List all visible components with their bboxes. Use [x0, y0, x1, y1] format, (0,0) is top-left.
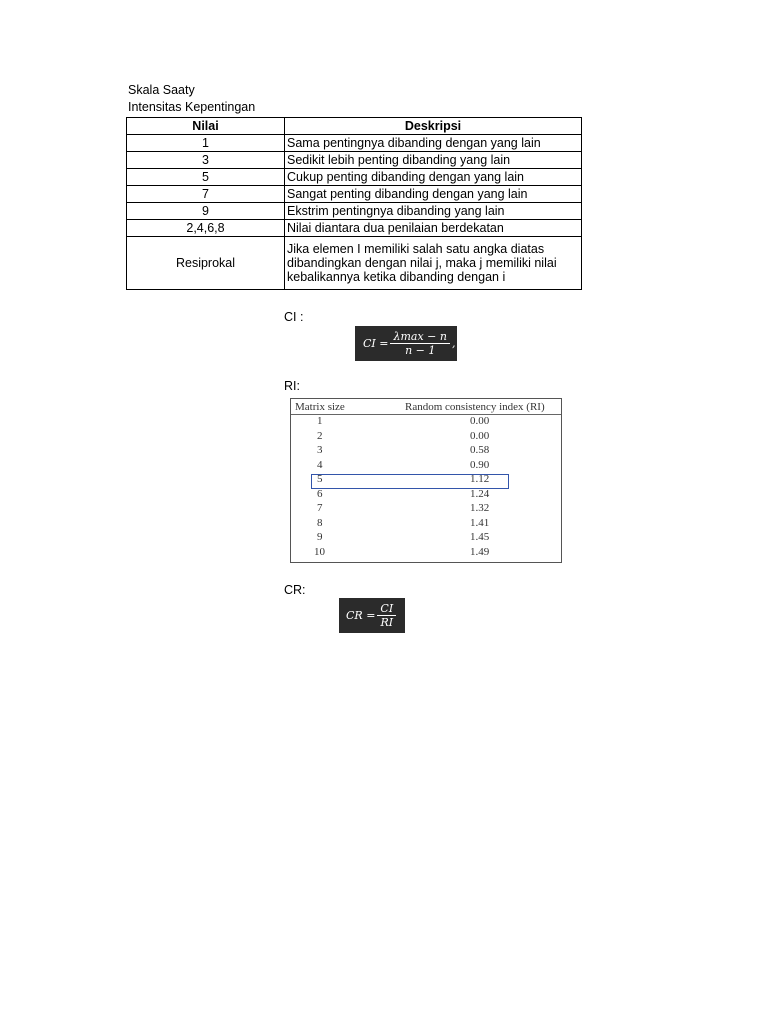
- nilai-cell: 3: [127, 152, 285, 169]
- ri-size: 10: [314, 545, 325, 558]
- table-row: [127, 186, 582, 203]
- ri-row: [291, 517, 561, 532]
- cr-denominator: RI: [380, 616, 394, 629]
- ri-table: [290, 398, 562, 563]
- ri-value: 0.00: [470, 429, 490, 442]
- ri-size: 4: [317, 458, 323, 471]
- ri-highlight-box: [311, 474, 509, 489]
- deskripsi-cell: Sangat penting dibanding dengan yang lain: [285, 186, 582, 203]
- ri-row: [291, 444, 561, 459]
- nilai-cell: 1: [127, 135, 285, 152]
- cr-formula: [339, 598, 405, 633]
- ri-row: [291, 531, 561, 546]
- ri-value: 0.00: [470, 415, 490, 427]
- header-deskripsi: Deskripsi: [285, 118, 582, 135]
- ri-row: [291, 488, 561, 503]
- ri-size: 2: [317, 429, 323, 442]
- nilai-cell: 2,4,6,8: [127, 220, 285, 237]
- ci-formula-lhs: CI =: [363, 337, 389, 350]
- ri-value: 1.41: [470, 516, 490, 529]
- table-row: [127, 169, 582, 186]
- ri-row: [291, 415, 561, 430]
- ri-size: 3: [317, 444, 323, 456]
- cr-fraction: [377, 602, 396, 629]
- cr-formula-lhs: CR =: [346, 609, 376, 622]
- ri-row: [291, 546, 561, 561]
- deskripsi-cell: Sama pentingnya dibanding dengan yang lain: [285, 135, 582, 152]
- table-row: [127, 135, 582, 152]
- header-nilai: Nilai: [127, 118, 285, 135]
- ri-size: 5: [317, 473, 323, 485]
- ri-size: 7: [317, 502, 323, 514]
- nilai-cell: 5: [127, 169, 285, 186]
- ri-size: 8: [317, 516, 323, 529]
- ri-row: [291, 459, 561, 474]
- ri-value: 1.45: [470, 531, 490, 543]
- deskripsi-cell: Ekstrim pentingnya dibanding yang lain: [285, 203, 582, 220]
- ci-numerator: λmax − n: [390, 330, 449, 344]
- ci-denominator: n − 1: [405, 344, 436, 357]
- ri-row: [291, 430, 561, 445]
- nilai-cell: 7: [127, 186, 285, 203]
- ci-fraction: [390, 330, 449, 357]
- ri-header-matrix-size: Matrix size: [295, 401, 345, 413]
- ri-size: 9: [317, 531, 323, 543]
- ri-size: 1: [317, 415, 323, 427]
- ri-value: 1.32: [470, 502, 490, 514]
- ri-label: RI:: [284, 379, 300, 393]
- table-header-row: [127, 118, 582, 135]
- cr-label: CR:: [284, 583, 306, 597]
- deskripsi-cell: Cukup penting dibanding dengan yang lain: [285, 169, 582, 186]
- nilai-cell: 9: [127, 203, 285, 220]
- page-title: Skala Saaty: [128, 83, 195, 97]
- cr-numerator: CI: [377, 602, 396, 616]
- page-subtitle: Intensitas Kepentingan: [128, 100, 256, 114]
- deskripsi-cell: Sedikit lebih penting dibanding yang lain: [285, 152, 582, 169]
- deskripsi-cell: Jika elemen I memiliki salah satu angka diatas dibandingkan dengan nilai j, maka j memiliki nilai kebalikannya ketika dibanding dengan i: [285, 237, 582, 290]
- ri-header-index: Random consistency index (RI): [405, 401, 545, 413]
- ri-value: 1.49: [470, 545, 490, 558]
- nilai-cell: Resiprokal: [127, 237, 285, 290]
- ci-label: CI :: [284, 310, 304, 324]
- ci-formula: [355, 326, 457, 361]
- ri-value: 1.12: [470, 473, 490, 485]
- ri-value: 1.24: [470, 487, 490, 500]
- table-row: [127, 237, 582, 290]
- ri-value: 0.90: [470, 458, 490, 471]
- ri-header-row: [291, 400, 561, 415]
- table-row: [127, 152, 582, 169]
- saaty-scale-table: [126, 117, 582, 290]
- ri-size: 6: [317, 487, 323, 500]
- table-row: [127, 203, 582, 220]
- ci-trail: ,: [451, 337, 456, 350]
- table-row: [127, 220, 582, 237]
- ri-row: [291, 502, 561, 517]
- deskripsi-cell: Nilai diantara dua penilaian berdekatan: [285, 220, 582, 237]
- ri-value: 0.58: [470, 444, 490, 456]
